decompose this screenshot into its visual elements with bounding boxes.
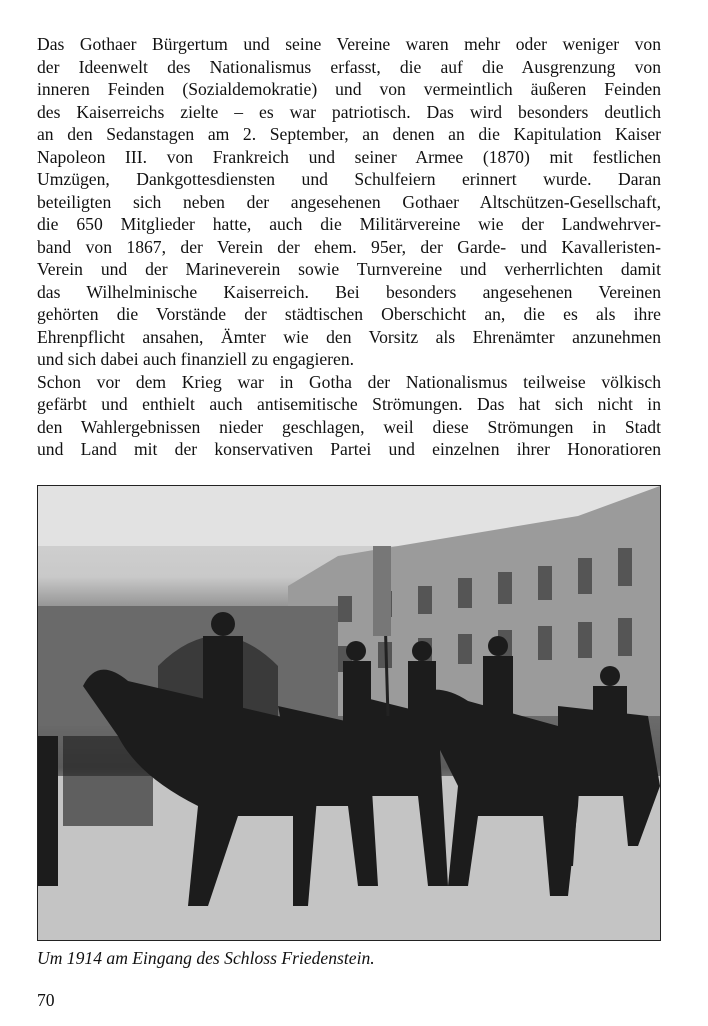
page-number: 70: [37, 990, 55, 1010]
historical-photo: [37, 485, 661, 941]
text-line: beteiligten sich neben der angesehenen Gothaer Altschützen-Gesellschaft,: [37, 191, 661, 212]
text-line: band von 1867, der Verein der ehem. 95er, der Garde- und Kavalleristen-: [37, 236, 661, 257]
text-line: Ehrenpflicht ansahen, Ämter wie den Vorsitz als Ehrenämter anzunehmen: [37, 326, 661, 347]
photo-illustration: [38, 486, 660, 940]
photo-caption: Um 1914 am Eingang des Schloss Friedenstein.: [37, 948, 375, 968]
text-line: Umzügen, Dankgottesdiensten und Schulfeiern erinnert wurde. Daran: [37, 169, 661, 189]
text-line: an den Sedanstagen am 2. September, an denen an die Kapitulation Kaiser: [37, 124, 661, 144]
text-line: Das Gothaer Bürgertum und seine Vereine waren mehr oder weniger von: [37, 34, 661, 54]
text-line: Schon vor dem Krieg war in Gotha der Nationalismus teilweise völkisch: [37, 371, 661, 392]
text-line: die 650 Mitglieder hatte, auch die Militärvereine wie der Landwehrver-: [37, 214, 661, 234]
text-line: der Ideenwelt des Nationalismus erfasst, die auf die Ausgrenzung von: [37, 56, 661, 77]
text-line: Napoleon III. von Frankreich und seiner Armee (1870) mit festlichen: [37, 146, 661, 167]
text-line: gefärbt und enthielt auch antisemitische Strömungen. Das hat sich nicht in: [37, 394, 661, 414]
text-line: inneren Feinden (Sozialdemokratie) und von vermeintlich äußeren Feinden: [37, 79, 661, 99]
text-line: Verein und der Marineverein sowie Turnvereine und verherrlichten damit: [37, 259, 661, 279]
text-line: das Wilhelminische Kaiserreich. Bei besonders angesehenen Vereinen: [37, 281, 661, 302]
text-line: des Kaiserreichs zielte – es war patriotisch. Das wird besonders deutlich: [37, 101, 661, 122]
text-line: gehörten die Vorstände der städtischen Oberschicht an, die es als ihre: [37, 304, 661, 324]
text-line: und sich dabei auch finanziell zu engagieren.: [37, 349, 355, 369]
body-text: [37, 33, 661, 461]
text-line: den Wahlergebnissen nieder geschlagen, weil diese Strömungen in Stadt: [37, 416, 661, 437]
text-line: und Land mit der konservativen Partei und einzelnen ihrer Honoratioren: [37, 439, 661, 459]
